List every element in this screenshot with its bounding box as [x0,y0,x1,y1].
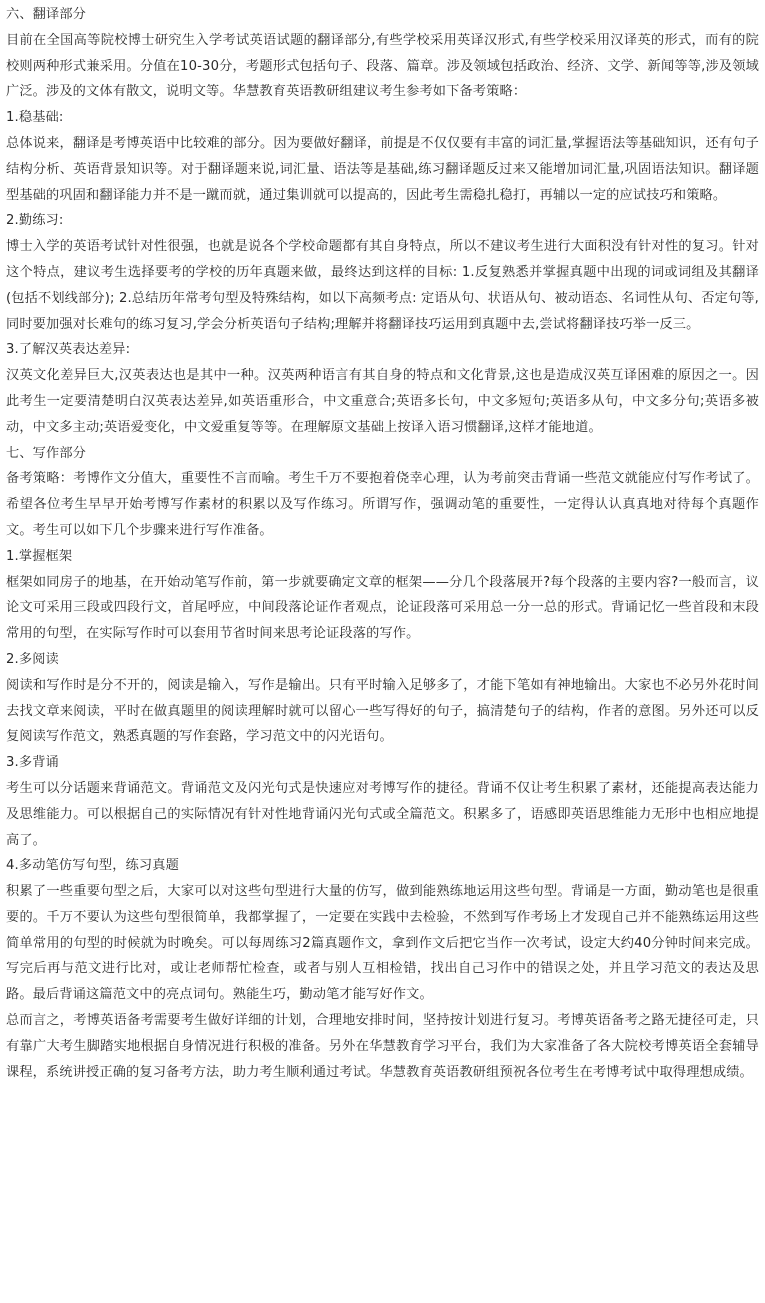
writing-tip-body: 积累了一些重要句型之后，大家可以对这些句型进行大量的仿写，做到能熟练地运用这些句型。背诵是一方面，勤动笔也是很重要的。千万不要认为这些句型很简单，我都掌握了，一定要在实践中去检验，不然到写作考场上才发现自己并不能熟练运用这些简单常用的句型的时候就为时晚矣。可以每周练习2篇真题作文，拿到作文后把它当作一次考试，设定大约40分钟时间来完成。写完后再与范文进行比对，或让老师帮忙检查，或者与别人互相检错，找出自己习作中的错误之处，并且学习范文的表达及思路。最后背诵这篇范文中的亮点词句。熟能生巧，勤动笔才能写好作文。 [6,884,759,1003]
writing-tip-heading: 4.多动笔仿写句型，练习真题 [6,858,179,874]
translation-tip-body: 总体说来，翻译是考博英语中比较难的部分。因为要做好翻译，前提是不仅仅要有丰富的词汇量,掌握语法等基础知识，还有句子结构分析、英语背景知识等。对于翻译题来说,词汇量、语法等是基础,练习翻译题反过来又能增加词汇量,巩固语法知识。翻译题型基础的巩固和翻译能力并不是一蹴而就，通过集训就可以提高的，因此考生需稳扎稳打，再辅以一定的应试技巧和策略。 [6,135,759,203]
writing-intro: 备考策略：考博作文分值大，重要性不言而喻。考生千万不要抱着侥幸心理，认为考前突击背诵一些范文就能应付写作考试了。 希望各位考生早早开始考博写作素材的积累以及写作练习。所谓写作，强调动笔的重要性，一定得认认真真地对待每个真题作文。考生可以如下几个步骤来进行写作准备。 [6,471,759,538]
writing-tip-heading: 3.多背诵 [6,755,59,771]
translation-intro: 目前在全国高等院校博士研究生入学考试英语试题的翻译部分,有些学校采用英译汉形式,有些学校采用汉译英的形式，而有的院校则两种形式兼采用。分值在10-30分，考题形式包括句子、段落、篇章。涉及领域包括政治、经济、文学、新闻等等,涉及领域广泛。涉及的文体有散文，说明文等。华慧教育英语教研组建议考生参考如下备考策略： [6,32,759,100]
writing-tip-body: 框架如同房子的地基，在开始动笔写作前，第一步就要确定文章的框架——分几个段落展开?每个段落的主要内容?一般而言，议论文可采用三段或四段行文，首尾呼应，中间段落论证作者观点，论证段落可采用总一分一总的形式。背诵记忆一些首段和末段常用的句型，在实际写作时可以套用节省时间来思考论证段落的写作。 [6,574,759,642]
writing-tip-heading: 1.掌握框架 [6,548,73,564]
translation-tip-heading: 1.稳基础: [6,110,64,126]
translation-section-title: 六、翻译部分 [6,7,87,22]
writing-tip-body: 考生可以分话题来背诵范文。背诵范文及闪光句式是快速应对考博写作的捷径。背诵不仅让考生积累了素材，还能提高表达能力及思维能力。可以根据自己的实际情况有针对性地背诵闪光句式或全篇范文。积累多了，语感即英语思维能力无形中也相应地提高了。 [6,780,759,848]
translation-tip-body: 博士入学的英语考试针对性很强，也就是说各个学校命题都有其自身特点，所以不建议考生进行大面积没有针对性的复习。针对这个特点，建议考生选择要考的学校的历年真题来做，最终达到这样的目标: 1.反复熟悉并掌握真题中出现的词或词组及其翻译(包括不划线部分); 2.总结历年常考句型及特殊结构，如以下高频考点: 定语从句、状语从句、被动语态、名词性从句、否定句等,同时要加强对长难句的练习复习,学会分析英语句子结构;理解并将翻译技巧运用到真题中去,尝试将翻译技巧举一反三。 [6,239,759,332]
writing-section-title: 七、写作部分 [6,445,87,461]
writing-tip-heading: 2.多阅读 [6,651,59,667]
writing-tip-body: 阅读和写作时是分不开的，阅读是输入，写作是输出。只有平时输入足够多了，才能下笔如有神地输出。大家也不必另外花时间去找文章来阅读，平时在做真题里的阅读理解时就可以留心一些写得好的句子，搞清楚句子的结构，作者的意图。另外还可以反复阅读写作范文，熟悉真题的写作套路，学习范文中的闪光语句。 [6,677,759,745]
conclusion-paragraph: 总而言之，考博英语备考需要考生做好详细的计划，合理地安排时间，坚持按计划进行复习。考博英语备考之路无捷径可走，只有靠广大考生脚踏实地根据自身情况进行积极的准备。另外在华慧教育学习平台，我们为大家准备了各大院校考博英语全套辅导课程，系统讲授正确的复习备考方法，助力考生顺利通过考试。华慧教育英语教研组预祝各位考生在考博考试中取得理想成绩。 [6,1013,759,1080]
translation-tip-heading: 3.了解汉英表达差异: [6,342,131,358]
translation-tip-heading: 2.勤练习: [6,213,64,229]
translation-tip-body: 汉英文化差异巨大,汉英表达也是其中一种。汉英两种语言有其自身的特点和文化背景,这也是造成汉英互译困难的原因之一。因此考生一定要清楚明白汉英表达差异,如英语重形合，中文重意合;英语多长句，中文多短句;英语多从句，中文多分句;英语多被动，中文多主动;英语爱变化，中文爱重复等等。在理解原文基础上按译入语习惯翻译,这样才能地道。 [6,368,759,435]
